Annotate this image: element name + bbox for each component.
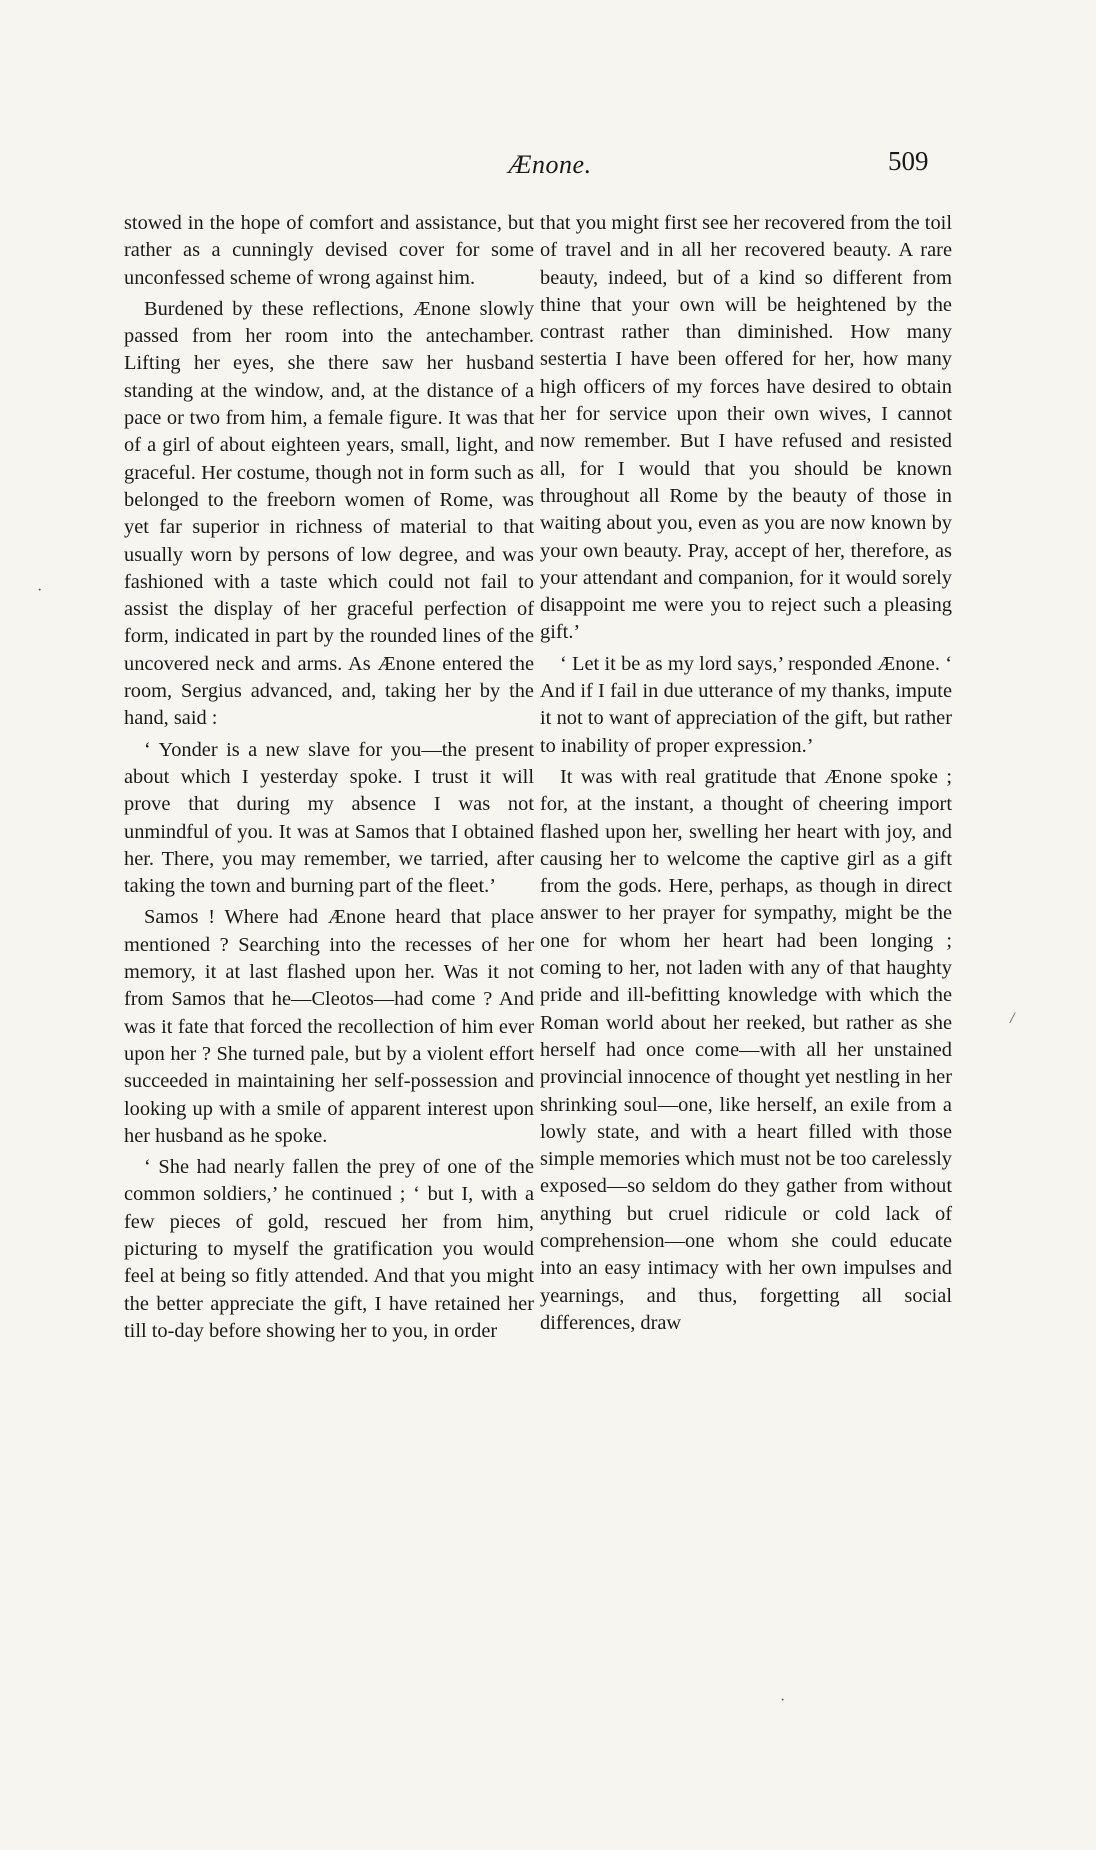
paragraph: Burdened by these reflections, Ænone slowly passed from her room into the antechamber. Lifting her eyes, she there saw her husband standing at the window, and, at the distance of a pace or two from him, a female figure. It was that of a girl of about eighteen years, small, light, and graceful. Her costume, though not in form such as belonged to the freeborn women of Rome, was yet far superior in richness of material to that usually worn by persons of low degree, and was fashioned with a taste which could not fail to assist the display of her graceful perfection of form, indicated in part by the rounded lines of the uncovered neck and arms. As Ænone entered the room, Sergius advanced, and, taking her by the hand, said : [124, 297, 534, 730]
paragraph: ‘ She had nearly fallen the prey of one of the common soldiers,’ he continued ; ‘ but I, with a few pieces of gold, rescued her from him, picturing to myself the gratification you would feel at being so fitly attended. And that you might the better appreciate the gift, I have retained her till to-day before showing her to you, in order [124, 1156, 534, 1342]
paragraph: that you might first see her recovered from the toil of travel and in all her recovered beauty. A rare beauty, indeed, but of a kind so different from thine that your own will be heightened by the contrast rather than diminished. How many sestertia I have been offered for her, how many high officers of my forces have desired to obtain her for service upon their own wives, I cannot now remember. But I have refused and resisted all, for I would that you should be known throughout all Rome by the beauty of those in waiting about you, even as you are now known by your own beauty. Pray, accept of her, therefore, as your attendant and companion, for it would sorely disappoint me were you to reject such a pleasing gift.’ [540, 212, 952, 644]
margin-mark-left: · [37, 582, 43, 599]
right-column [540, 210, 952, 1341]
running-title: Ænone. [508, 150, 592, 179]
paragraph: ‘ Let it be as my lord says,’ responded Ænone. ‘ And if I fail in due utterance of my thanks, impute it not to want of appreciation of the gift, but rather to inability of proper expression.’ [540, 652, 952, 757]
paragraph: ‘ Yonder is a new slave for you—the present about which I yesterday spoke. I trust it will prove that during my absence I was not unmindful of you. It was at Samos that I obtained her. There, you may remember, we tarried, after taking the town and burning part of the fleet.’ [124, 738, 534, 898]
paragraph: It was with real gratitude that Ænone spoke ; for, at the instant, a thought of cheering import flashed upon her, swelling her heart with joy, and causing her to welcome the captive girl as a gift from the gods. Here, perhaps, as though in direct answer to her prayer for sympathy, might be the one for whom her heart had been longing ; coming to her, not laden with any of that haughty pride and ill-befitting knowledge with which the Roman world about her reeked, but rather as she herself had once come—with all her unstained provincial innocence of thought yet nestling in her shrinking soul—one, like herself, an exile from a lowly state, and with a heart filled with those simple memories which must not be too carelessly exposed—so seldom do they gather from without anything but cruel ridicule or cold lack of comprehension—one whom she could educate into an easy intimacy with her own impulses and yearnings, and thus, forgetting all social differences, draw [540, 765, 952, 1334]
left-column [124, 210, 534, 1349]
page-number: 509 [888, 146, 929, 176]
paragraph: Samos ! Where had Ænone heard that place mentioned ? Searching into the recesses of her memory, it at last flashed upon her. Was it not from Samos that he—Cleotos—had come ? And was it fate that forced the recollection of him ever upon her ? She turned pale, but by a violent effort succeeded in maintaining her self-possession and looking up with a smile of apparent interest upon her husband as he spoke. [124, 906, 534, 1147]
margin-mark-bottom: · [780, 1692, 786, 1709]
paragraph: stowed in the hope of comfort and assistance, but rather as a cunningly devised cover for some unconfessed scheme of wrong against him. [124, 212, 534, 289]
margin-mark-right: / [1010, 1010, 1015, 1027]
